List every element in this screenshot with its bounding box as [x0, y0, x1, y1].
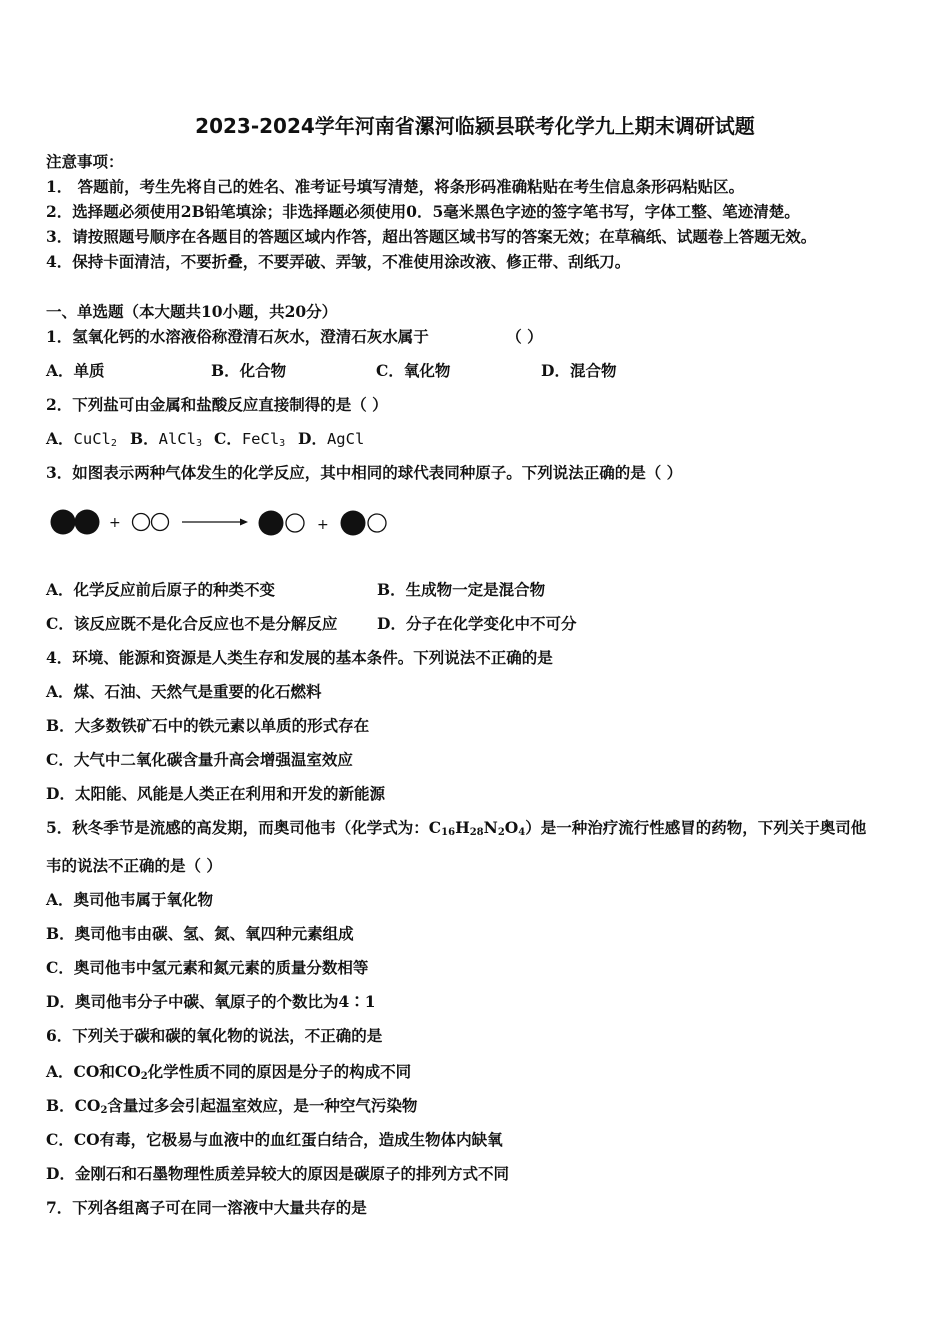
option-c: C．氧化物	[376, 361, 451, 380]
option-c: C．奥司他韦中氢元素和氮元素的质量分数相等	[46, 958, 369, 977]
reaction-diagram	[46, 500, 406, 546]
option-a: A．化学反应前后原子的种类不变	[46, 580, 276, 599]
question-1-stem	[46, 327, 543, 347]
option-c: C．FeCl$_3$	[214, 429, 286, 449]
option-d: D．金刚石和石墨物理性质差异较大的原因是碳原子的排列方式不同	[46, 1164, 509, 1183]
option-b: B．大多数铁矿石中的铁元素以单质的形式存在	[46, 716, 370, 735]
black-atom	[341, 511, 366, 536]
question-1-text: 1．氢氧化钙的水溶液俗称澄清石灰水，澄清石灰水属于	[46, 327, 429, 346]
option-c: C．该反应既不是化合反应也不是分解反应	[46, 614, 338, 633]
question-3-stem: 3．如图表示两种气体发生的化学反应，其中相同的球代表同种原子。下列说法正确的是（ ）	[46, 463, 683, 482]
option-b: B．AlCl$_3$	[130, 429, 202, 449]
notice-item: 3．请按照题号顺序在各题目的答题区域内作答，超出答题区域书写的答案无效；在草稿纸、试题卷上答题无效。	[46, 227, 817, 246]
black-atom	[51, 510, 76, 535]
option-b: B．化合物	[211, 361, 287, 380]
question-2-stem: 2．下列盐可由金属和盐酸反应直接制得的是（ ）	[46, 395, 388, 414]
option-a: A．煤、石油、天然气是重要的化石燃料	[46, 682, 322, 701]
plus-sign: +	[317, 517, 329, 533]
question-5-stem-cont: 韦的说法不正确的是（ ）	[46, 856, 222, 875]
chemical-formula: $C_{16}H_{28}N_2O_4$	[428, 818, 526, 838]
option-c: C．大气中二氧化碳含量升高会增强温室效应	[46, 750, 353, 769]
white-atom	[152, 514, 169, 531]
white-atom	[368, 514, 386, 532]
option-b: B．生成物一定是混合物	[377, 580, 546, 599]
arrow-head	[240, 519, 248, 526]
option-a: A．CO和$CO_2$化学性质不同的原因是分子的构成不同	[46, 1062, 412, 1082]
notice-item: 1． 答题前，考生先将自己的姓名、准考证号填写清楚，将条形码准确粘贴在考生信息条形码粘贴区。	[46, 177, 745, 196]
option-c: C．CO有毒，它极易与血液中的血红蛋白结合，造成生物体内缺氧	[46, 1130, 503, 1149]
option-a: A．单质	[46, 361, 105, 380]
option-d: D．奥司他韦分子中碳、氧原子的个数比为4∶1	[46, 992, 376, 1011]
option-d: D．分子在化学变化中不可分	[377, 614, 577, 633]
black-atom	[75, 510, 100, 535]
answer-bracket: （ ）	[506, 327, 543, 346]
question-3-options-row	[46, 614, 576, 634]
question-1-options	[46, 361, 616, 381]
section-heading: 一、单选题（本大题共10小题，共20分）	[46, 302, 338, 321]
notice-heading: 注意事项：	[46, 152, 124, 171]
option-d: D．太阳能、风能是人类正在利用和开发的新能源	[46, 784, 385, 803]
question-5-stem: 5．秋冬季节是流感的高发期，而奥司他韦（化学式为：$C_{16}H_{28}N_2O_4$）是一种治疗流行性感冒的药物，下列关于奥司他	[46, 818, 867, 838]
question-7-stem: 7．下列各组离子可在同一溶液中大量共存的是	[46, 1198, 367, 1217]
page-title: 2023-2024学年河南省漯河临颍县联考化学九上期末调研试题	[195, 114, 755, 138]
question-2-options	[46, 429, 364, 454]
notice-item: 2．选择题必须使用2B铅笔填涂；非选择题必须使用0．5毫米黑色字迹的签字笔书写，字体工整、笔迹清楚。	[46, 202, 800, 221]
option-a: A．奥司他韦属于氧化物	[46, 890, 214, 909]
option-b: B．$CO_2$含量过多会引起温室效应，是一种空气污染物	[46, 1096, 418, 1116]
question-4-stem: 4．环境、能源和资源是人类生存和发展的基本条件。下列说法不正确的是	[46, 648, 553, 667]
white-atom	[133, 514, 150, 531]
black-atom	[259, 511, 284, 536]
white-atom	[286, 514, 304, 532]
option-b: B．奥司他韦由碳、氢、氮、氧四种元素组成	[46, 924, 354, 943]
notice-item: 4．保持卡面清洁，不要折叠，不要弄破、弄皱，不准使用涂改液、修正带、刮纸刀。	[46, 252, 631, 271]
question-3-options-row	[46, 580, 545, 600]
plus-sign: +	[109, 515, 121, 531]
option-a: A．CuCl$_2$	[46, 429, 117, 449]
option-d: D．AgCl	[298, 429, 365, 448]
question-6-stem: 6．下列关于碳和碳的氧化物的说法，不正确的是	[46, 1026, 383, 1045]
option-d: D．混合物	[541, 361, 617, 380]
